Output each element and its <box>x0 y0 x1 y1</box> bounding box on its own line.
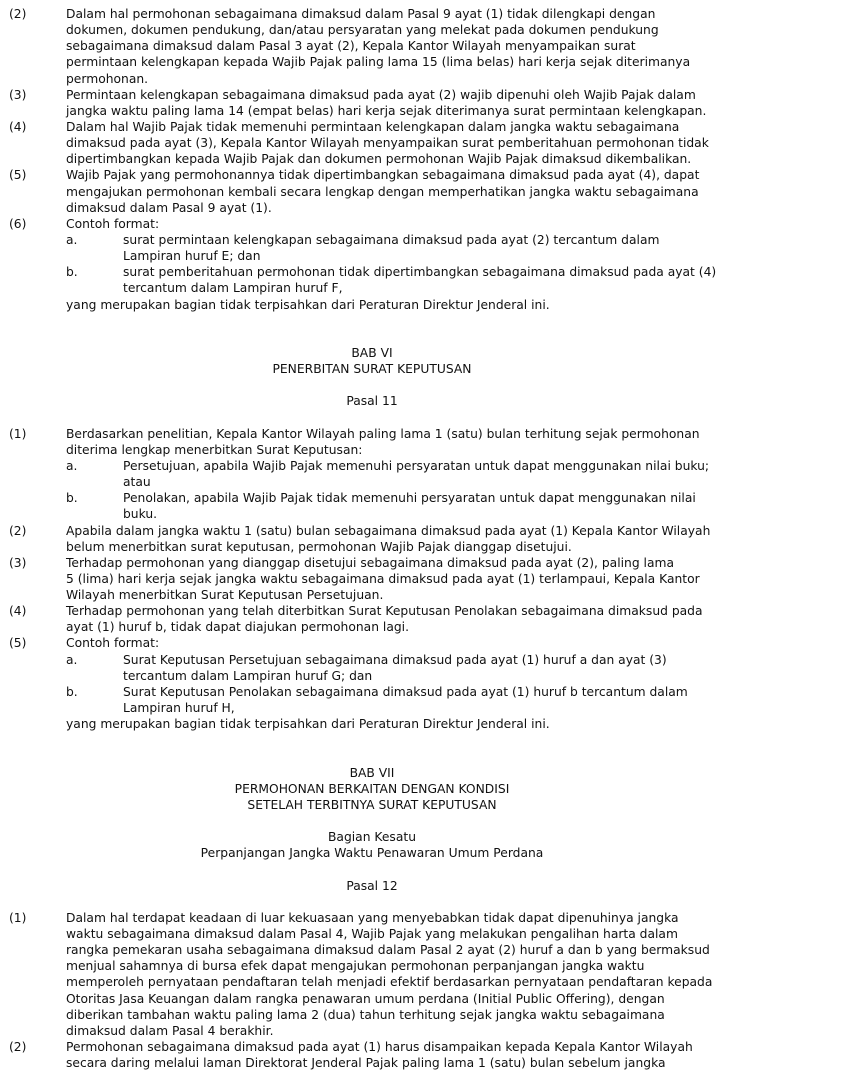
paragraph-text: ayat (1) huruf b, tidak dapat diajukan permohonan lagi. <box>66 620 409 635</box>
numbered-paragraph <box>0 87 845 119</box>
lettered-subitem <box>0 264 845 296</box>
text-line <box>0 942 845 958</box>
subitem-text: surat pemberitahuan permohonan tidak dipertimbangkan sebagaimana dimaksud pada ayat (4) <box>123 265 717 280</box>
spacer <box>0 377 845 393</box>
text-line <box>0 991 845 1007</box>
paragraph-number: (2) <box>9 7 27 21</box>
numbered-paragraph <box>0 6 845 87</box>
paragraph-text: Contoh format: <box>66 636 160 651</box>
spacer <box>0 813 845 829</box>
text-line <box>0 539 845 555</box>
paragraph-text: jangka waktu paling lama 14 (empat belas) hari kerja sejak diterimanya surat permintaan kelengkapan. <box>66 103 707 118</box>
text-line <box>0 506 845 522</box>
paragraph-text: Otoritas Jasa Keuangan dalam rangka penawaran umum perdana (Initial Public Offering), dengan <box>66 991 665 1006</box>
text-line <box>0 716 845 732</box>
numbered-paragraph <box>0 1039 845 1071</box>
paragraph-text: yang merupakan bagian tidak terpisahkan dari Peraturan Direktur Jenderal ini. <box>66 717 550 732</box>
spacer <box>0 410 845 426</box>
lettered-subitem <box>0 490 845 522</box>
subitem-letter: a. <box>66 458 78 473</box>
paragraph-text: waktu sebagaimana dimaksud dalam Pasal 4, Wajib Pajak yang melakukan pengalihan harta dalam <box>66 927 678 942</box>
text-line <box>0 71 845 87</box>
paragraph-number: (1) <box>9 426 27 441</box>
text-line <box>0 668 845 684</box>
paragraph-number: (6) <box>9 216 27 231</box>
text-line <box>0 1007 845 1023</box>
text-line <box>0 87 845 103</box>
paragraph-text: diberikan tambahan waktu paling lama 2 (dua) tahun terhitung sejak jangka waktu sebagaimana <box>66 1007 665 1022</box>
subitem-text: Surat Keputusan Persetujuan sebagaimana dimaksud pada ayat (1) huruf a dan ayat (3) <box>123 652 667 667</box>
paragraph-text: dimaksud dalam Pasal 9 ayat (1). <box>66 200 272 215</box>
paragraph-text: permintaan kelengkapan kepada Wajib Pajak paling lama 15 (lima belas) hari kerja sejak diterimanya <box>66 55 691 70</box>
subitem-text: surat permintaan kelengkapan sebagaimana dimaksud pada ayat (2) tercantum dalam <box>123 232 660 247</box>
spacer <box>0 732 845 764</box>
text-line <box>0 1055 845 1071</box>
paragraph-text: sebagaimana dimaksud dalam Pasal 3 ayat (2), Kepala Kantor Wilayah menyampaikan surat <box>66 39 636 54</box>
text-line: PERMOHONAN BERKAITAN DENGAN KONDISI <box>234 781 510 796</box>
paragraph-text: dokumen, dokumen pendukung, dan/atau persyaratan yang melekat pada dokumen pendukung <box>66 23 659 38</box>
text-line <box>0 38 845 54</box>
text-line <box>0 603 845 619</box>
paragraph-text: belum menerbitkan surat keputusan, permohonan Wajib Pajak dianggap disetujui. <box>66 539 572 554</box>
paragraph-text: dipertimbangkan kepada Wajib Pajak dan dokumen permohonan Wajib Pajak dimaksud dikembalikan. <box>66 152 692 167</box>
spacer <box>0 313 845 345</box>
subitem-letter: a. <box>66 232 78 247</box>
paragraph-text: menjual sahamnya di bursa efek dapat mengajukan permohonan perpanjangan jangka waktu <box>66 959 645 974</box>
paragraph-text: Apabila dalam jangka waktu 1 (satu) bulan sebagaimana dimaksud pada ayat (1) Kepala Kantor Wilayah <box>66 523 711 538</box>
paragraph-text: dimaksud dalam Pasal 4 berakhir. <box>66 1023 274 1038</box>
subitem-text: Persetujuan, apabila Wajib Pajak memenuhi persyaratan untuk dapat menggunakan nilai buku; <box>123 458 710 473</box>
paragraph-number: (2) <box>9 523 27 538</box>
lettered-subitem <box>0 684 845 716</box>
paragraph-number: (3) <box>9 555 27 570</box>
paragraph-text: Berdasarkan penelitian, Kepala Kantor Wilayah paling lama 1 (satu) bulan terhitung sejak permohonan <box>66 426 700 441</box>
text-line <box>0 523 845 539</box>
paragraph-text: Terhadap permohonan yang dianggap disetujui sebagaimana dimaksud pada ayat (2), paling lama <box>66 555 674 570</box>
subitem-letter: a. <box>66 652 78 667</box>
continuation-text <box>0 297 845 313</box>
text-line <box>0 103 845 119</box>
text-line <box>0 184 845 200</box>
numbered-paragraph <box>0 119 845 167</box>
text-line <box>0 248 845 264</box>
text-line: Perpanjangan Jangka Waktu Penawaran Umum Perdana <box>200 846 544 861</box>
text-line: PENERBITAN SURAT KEPUTUSAN <box>272 362 472 377</box>
text-line <box>0 910 845 926</box>
paragraph-number: (1) <box>9 910 27 925</box>
text-line <box>0 958 845 974</box>
text-line <box>0 587 845 603</box>
text-line <box>0 700 845 716</box>
paragraph-number: (5) <box>9 636 27 651</box>
text-line: BAB VII <box>349 765 395 780</box>
paragraph-text: 5 (lima) hari kerja sejak jangka waktu sebagaimana dimaksud pada ayat (1) terlampaui, Kepala Kantor <box>66 571 700 586</box>
paragraph-text: secara daring melalui laman Direktorat Jenderal Pajak paling lama 1 (satu) bulan sebelum jangka <box>66 1056 666 1071</box>
subitem-text: atau <box>123 475 151 490</box>
paragraph-text: Dalam hal Wajib Pajak tidak memenuhi permintaan kelengkapan dalam jangka waktu sebagaimana <box>66 119 680 134</box>
text-line <box>0 167 845 183</box>
lettered-subitem <box>0 652 845 684</box>
subitem-text: tercantum dalam Lampiran huruf F, <box>123 281 343 296</box>
text-line: BAB VI <box>351 345 393 360</box>
subitem-text: Surat Keputusan Penolakan sebagaimana dimaksud pada ayat (1) huruf b tercantum dalam <box>123 684 688 699</box>
text-line <box>0 619 845 635</box>
paragraph-number: (4) <box>9 119 27 134</box>
text-line: Bagian Kesatu <box>327 830 416 845</box>
numbered-paragraph <box>0 216 845 232</box>
paragraph-text: yang merupakan bagian tidak terpisahkan dari Peraturan Direktur Jenderal ini. <box>66 297 550 312</box>
spacer <box>0 894 845 910</box>
subitem-text: Lampiran huruf H, <box>123 701 235 716</box>
subitem-text: buku. <box>123 507 158 522</box>
numbered-paragraph <box>0 910 845 1039</box>
document-page <box>0 6 845 1071</box>
paragraph-text: Dalam hal permohonan sebagaimana dimaksud dalam Pasal 9 ayat (1) tidak dilengkapi dengan <box>66 7 656 21</box>
paragraph-number: (5) <box>9 168 27 183</box>
text-line <box>0 555 845 571</box>
paragraph-text: Permohonan sebagaimana dimaksud pada ayat (1) harus disampaikan kepada Kepala Kantor Wilayah <box>66 1040 693 1054</box>
numbered-paragraph <box>0 603 845 635</box>
text-line <box>0 426 845 442</box>
paragraph-text: Terhadap permohonan yang telah diterbitkan Surat Keputusan Penolakan sebagaimana dimaksud pada <box>66 604 703 619</box>
text-line <box>0 200 845 216</box>
heading <box>0 393 845 409</box>
paragraph-text: dimaksud pada ayat (3), Kepala Kantor Wilayah menyampaikan surat pemberitahuan permohonan tidak <box>66 136 709 151</box>
text-line <box>0 54 845 70</box>
paragraph-text: Wajib Pajak yang permohonannya tidak dipertimbangkan sebagaimana dimaksud pada ayat (4), dapat <box>66 168 700 183</box>
paragraph-text: memperoleh pernyataan pendaftaran telah menjadi efektif berdasarkan pernyataan pendaftaran kepada <box>66 975 713 990</box>
numbered-paragraph <box>0 635 845 651</box>
text-line <box>0 474 845 490</box>
heading <box>0 878 845 894</box>
text-line <box>0 974 845 990</box>
paragraph-text: Wilayah menerbitkan Surat Keputusan Persetujuan. <box>66 588 384 603</box>
subitem-text: tercantum dalam Lampiran huruf G; dan <box>123 668 373 683</box>
numbered-paragraph <box>0 426 845 458</box>
paragraph-number: (2) <box>9 1040 27 1054</box>
lettered-subitem <box>0 458 845 490</box>
subitem-text: Lampiran huruf E; dan <box>123 249 261 264</box>
text-line <box>0 135 845 151</box>
text-line <box>0 297 845 313</box>
paragraph-number: (4) <box>9 604 27 619</box>
paragraph-text: rangka pemekaran usaha sebagaimana dimaksud dalam Pasal 2 ayat (2) huruf a dan b yang bermaksud <box>66 943 710 958</box>
heading <box>0 765 845 813</box>
numbered-paragraph <box>0 167 845 215</box>
heading <box>0 829 845 861</box>
text-line <box>0 232 845 248</box>
text-line: SETELAH TERBITNYA SURAT KEPUTUSAN <box>247 797 497 812</box>
paragraph-text: Permintaan kelengkapan sebagaimana dimaksud pada ayat (2) wajib dipenuhi oleh Wajib Pajak dalam <box>66 87 696 102</box>
paragraph-text: permohonan. <box>66 71 149 86</box>
text-line <box>0 635 845 651</box>
paragraph-text: Contoh format: <box>66 216 160 231</box>
numbered-paragraph <box>0 523 845 555</box>
text-line <box>0 926 845 942</box>
text-line: Pasal 12 <box>346 878 398 893</box>
paragraph-text: Dalam hal terdapat keadaan di luar kekuasaan yang menyebabkan tidak dapat dipenuhinya jangka <box>66 910 679 925</box>
text-line <box>0 6 845 22</box>
text-line <box>0 442 845 458</box>
text-line <box>0 684 845 700</box>
text-line <box>0 652 845 668</box>
text-line <box>0 22 845 38</box>
text-line <box>0 458 845 474</box>
subitem-text: Penolakan, apabila Wajib Pajak tidak memenuhi persyaratan untuk dapat menggunakan nilai <box>123 491 696 506</box>
paragraph-text: mengajukan permohonan kembali secara lengkap dengan memperhatikan jangka waktu sebagaimana <box>66 184 699 199</box>
paragraph-number: (3) <box>9 87 27 102</box>
spacer <box>0 861 845 877</box>
text-line <box>0 264 845 280</box>
text-line <box>0 119 845 135</box>
subitem-letter: b. <box>66 684 78 699</box>
subitem-letter: b. <box>66 491 78 506</box>
text-line <box>0 1023 845 1039</box>
heading <box>0 345 845 377</box>
paragraph-text: diterima lengkap menerbitkan Surat Keputusan: <box>66 442 363 457</box>
continuation-text <box>0 716 845 732</box>
text-line <box>0 280 845 296</box>
text-line <box>0 151 845 167</box>
lettered-subitem <box>0 232 845 264</box>
text-line <box>0 571 845 587</box>
text-line <box>0 490 845 506</box>
text-line <box>0 1039 845 1055</box>
text-line <box>0 216 845 232</box>
subitem-letter: b. <box>66 265 78 280</box>
text-line: Pasal 11 <box>346 394 398 409</box>
numbered-paragraph <box>0 555 845 603</box>
